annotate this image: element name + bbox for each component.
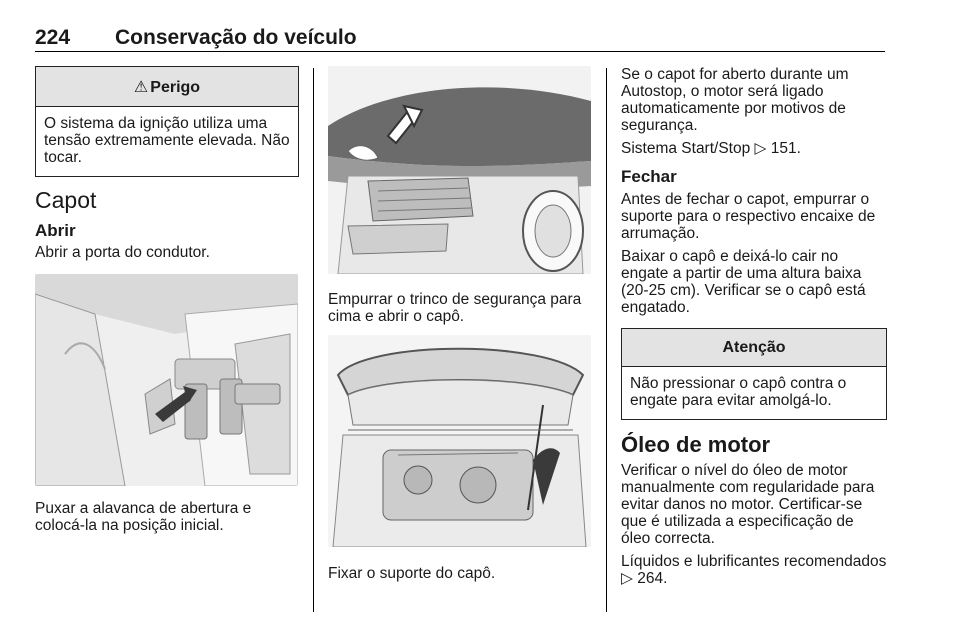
- danger-box: [35, 66, 299, 177]
- close-paragraph-2: Baixar o capô e deixá-lo cair no engate a partir de uma altura baixa (20-25 cm). Verificar se o capô está engatado.: [621, 248, 866, 316]
- illustration-safety-catch: [328, 66, 591, 274]
- illustration-hood-support: [328, 335, 591, 547]
- caption-release-lever: Puxar a alavanca de abertura e colocá-la na posição inicial.: [35, 500, 252, 534]
- subheading-abrir: Abrir: [35, 221, 76, 240]
- autostop-paragraph: Se o capot for aberto durante um Autostop, o motor será ligado automaticamente por motivos de segurança.: [621, 66, 849, 134]
- reference-page: 264.: [637, 570, 668, 587]
- subheading-fechar: Fechar: [621, 167, 677, 186]
- warning-triangle-icon: ⚠: [133, 79, 149, 96]
- illustration-hood-release-lever: [35, 274, 298, 486]
- page-reference-arrow-icon: ▷: [621, 570, 633, 587]
- header-rule: [35, 51, 885, 52]
- intro-text: Abrir a porta do condutor.: [35, 244, 210, 261]
- caption-safety-catch: Empurrar o trinco de segurança para cima e abrir o capô.: [328, 291, 582, 325]
- column-divider-right: [606, 68, 607, 612]
- caption-hood-support: Fixar o suporte do capô.: [328, 565, 496, 582]
- reference-label: Líquidos e lubrificantes recomendados: [621, 553, 887, 570]
- column-middle: [328, 66, 591, 588]
- column-right: [621, 66, 887, 593]
- page-reference-arrow-icon: ▷: [754, 140, 767, 157]
- column-left: [35, 66, 299, 540]
- heading-oleo-motor: Óleo de motor: [621, 432, 771, 457]
- reference-page: 151.: [770, 140, 801, 157]
- page-number: 224: [35, 26, 71, 49]
- cross-reference-lubricants[interactable]: [621, 553, 887, 587]
- oil-paragraph: Verificar o nível do óleo de motor manualmente com regularidade para evitar danos no motor. Certificar-se que é utilizada a especificação de óleo correcta.: [621, 462, 875, 547]
- reference-label: Sistema Start/Stop: [621, 140, 751, 157]
- attention-text: Não pressionar o capô contra o engate para evitar amolgá-lo.: [630, 375, 847, 409]
- danger-text: O sistema da ignição utiliza uma tensão extremamente elevada. Não tocar.: [44, 115, 290, 166]
- heading-capot: Capot: [35, 187, 97, 213]
- section-title: Conservação do veículo: [115, 26, 357, 49]
- attention-box: [621, 328, 887, 420]
- close-paragraph-1: Antes de fechar o capot, empurrar o suporte para o respectivo encaixe de arrumação.: [621, 191, 876, 242]
- danger-title: Perigo: [150, 79, 201, 96]
- cross-reference-start-stop[interactable]: [621, 140, 887, 157]
- attention-title: Atenção: [622, 329, 886, 367]
- column-divider-left: [313, 68, 314, 612]
